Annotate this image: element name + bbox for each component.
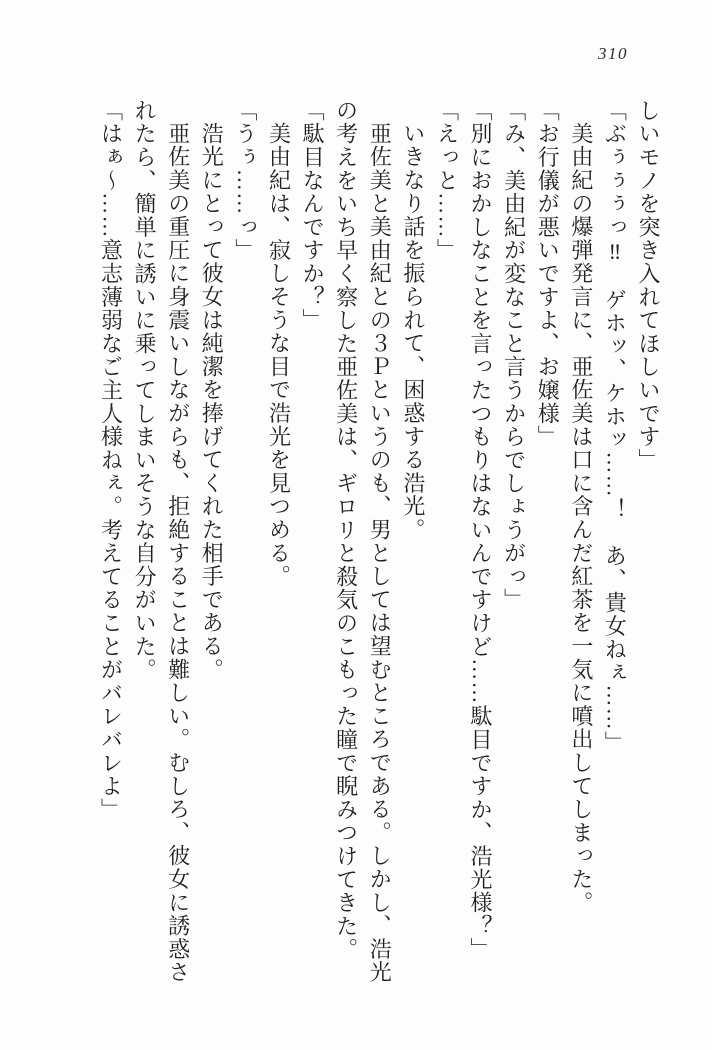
text-block [94, 99, 665, 994]
text-column: 美由紀の爆弾発言に、亜佐美は口に含んだ紅茶を一気に噴出してしまった。 [568, 122, 594, 915]
text-column: れたら、簡単に誘いに乗ってしまいそうな自分がいた。 [132, 99, 158, 682]
text-column: 「えっと……」 [434, 99, 460, 263]
text-column: 亜佐美の重圧に身震いしながらも、拒絶することは難しい。むしろ、彼女に誘惑さ [165, 122, 191, 985]
text-column: 「はぁ～……意志薄弱なご主人様ねぇ。考えてることがバレバレよ」 [98, 99, 124, 822]
page-number: 310 [598, 44, 628, 63]
text-column: 「駄目なんですか？」 [300, 99, 326, 332]
text-column: いきなり話を振られて、困惑する浩光。 [400, 122, 426, 542]
text-column: 「別におかしなことを言ったつもりはないんですけど……駄目ですか、浩光様？」 [468, 99, 494, 962]
text-column: 「うぅ……っ」 [232, 99, 258, 263]
text-column: 「お行儀が悪いですよ、お嬢様」 [535, 99, 561, 449]
text-column: の考えをいち早く察した亜佐美は、ギロリと殺気のこもった瞳で睨みつけてきた。 [333, 99, 359, 962]
text-column: 美由紀は、寂しそうな目で浩光を見つめる。 [266, 122, 292, 589]
text-column: 亜佐美と美由紀との３Ｐというのも、男としては望むところである。しかし、浩光 [367, 122, 393, 985]
text-column: 「ぶぅぅぅっ‼ ゲホッ、ケホッ……！ あ、貴女ねぇ……」 [602, 99, 628, 755]
text-column: 浩光にとって彼女は純潔を捧げてくれた相手である。 [199, 122, 225, 682]
text-column: しいモノを突き入れてほしいです」 [636, 99, 661, 472]
text-column: 「み、美由紀が変なこと言うからでしょうがっ」 [501, 99, 527, 612]
